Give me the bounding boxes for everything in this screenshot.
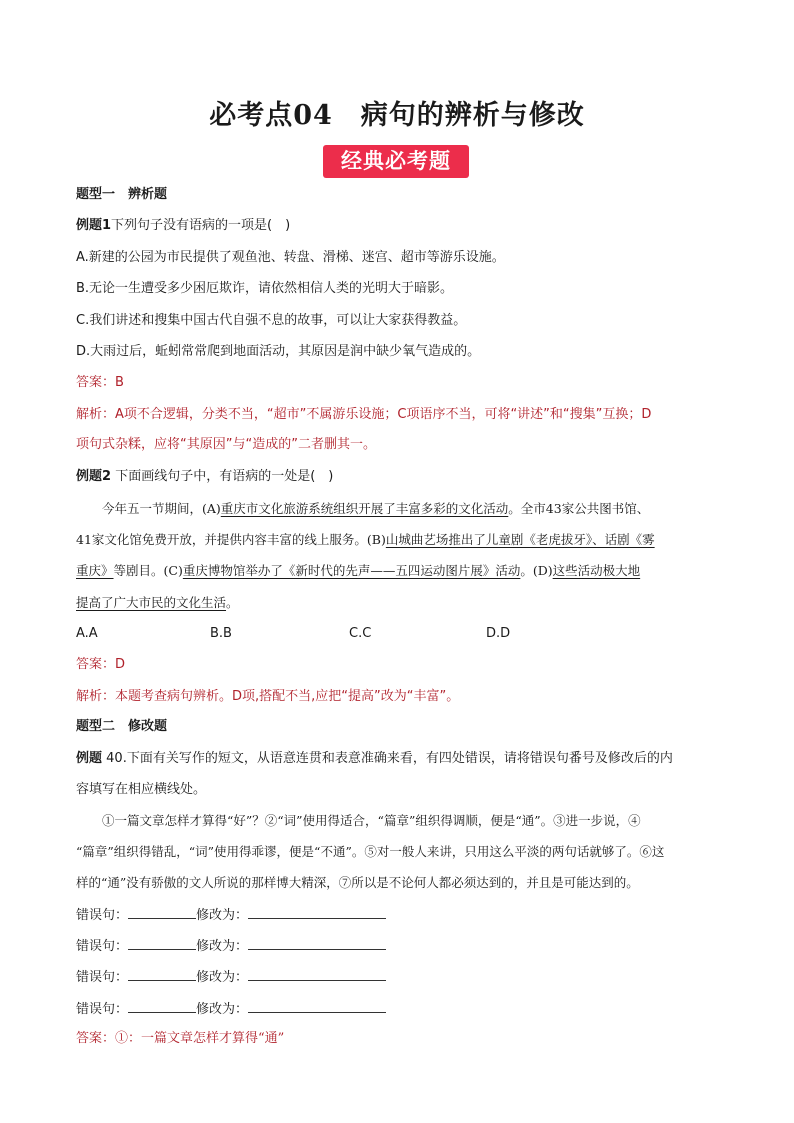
section2-heading: 题型二 修改题 [76, 719, 168, 734]
question2-answer: 答案：D [76, 657, 126, 672]
question1-analysis-line2: 项句式杂糅，应将“其原因”与“造成的”二者删其一。 [76, 437, 376, 452]
page-title: 必考点04 病句的辨析与修改 [209, 100, 585, 131]
question2-text: 下面画线句子中，有语病的一处是( ) [115, 469, 334, 484]
question2-option-b: B.B [210, 626, 232, 641]
passage-text: 。(D) [520, 563, 553, 578]
error-sentence-blank[interactable] [128, 967, 196, 981]
error-sentence-label: 错误句： [76, 970, 129, 985]
error-sentence-label: 错误句： [76, 908, 129, 923]
passage-text: 等剧目。(C) [113, 563, 183, 578]
question2-analysis: 解析：本题考查病句辨析。D项,搭配不当,应把“提高”改为“丰富”。 [76, 689, 460, 704]
question2-stem [76, 468, 333, 486]
answer-blank-row [76, 999, 386, 1019]
question1-analysis-line1: 解析：A项不合逻辑，分类不当，“超市”不属游乐设施；C项语序不当，可将“讲述”和“搜集”互换；D [76, 407, 652, 422]
section1-heading: 题型一 辨析题 [76, 187, 168, 202]
underlined-sentence-b-end: 重庆》 [76, 563, 114, 578]
question2-passage-line1 [102, 500, 649, 518]
fix-blank[interactable] [248, 999, 386, 1013]
error-sentence-label: 错误句： [76, 939, 129, 954]
question3-text: 40.下面有关写作的短文，从语意连贯和表意准确来看，有四处错误，请将错误句番号及修改后的内 [106, 751, 673, 766]
question1-text: 下列句子没有语病的一项是( ) [111, 218, 291, 233]
question2-option-d: D.D [486, 626, 511, 641]
fix-label: 修改为： [196, 908, 249, 923]
fix-label: 修改为： [196, 970, 249, 985]
question2-label: 例题2 [76, 469, 112, 484]
underlined-sentence-c: 重庆博物馆举办了《新时代的先声——五四运动图片展》活动 [182, 563, 521, 578]
passage-text: 41家文化馆免费开放，并提供内容丰富的线上服务。(B) [76, 532, 386, 547]
question2-option-a: A.A [76, 626, 98, 641]
passage-text: 今年五一节期间，(A) [102, 501, 221, 516]
question1-label: 例题1 [76, 218, 112, 233]
section-badge: 经典必考题 [323, 145, 469, 178]
question2-passage-line4 [76, 594, 239, 612]
underlined-sentence-d-end: 提高了广大市民的文化生活 [76, 595, 227, 610]
answer-blank-row [76, 905, 386, 925]
question2-passage-line2 [76, 531, 655, 549]
fix-blank[interactable] [248, 967, 386, 981]
fix-label: 修改为： [196, 1002, 249, 1017]
question1-option-d: D.大雨过后，蚯蚓常常爬到地面活动，其原因是润中缺少氧气造成的。 [76, 344, 481, 359]
error-sentence-label: 错误句： [76, 1002, 129, 1017]
question3-passage-line2: “篇章”组织得错乱，“词”使用得乖谬，便是“不通”。⑤对一般人来讲，只用这么平淡的两句话就够了。⑥这 [76, 844, 665, 859]
error-sentence-blank[interactable] [128, 999, 196, 1013]
passage-text: 。全市43家公共图书馆、 [508, 501, 650, 516]
fix-blank[interactable] [248, 905, 386, 919]
question2-passage-line3 [76, 562, 640, 580]
question1-option-a: A.新建的公园为市民提供了观鱼池、转盘、滑梯、迷宫、超市等游乐设施。 [76, 250, 505, 265]
answer-blank-row [76, 967, 386, 987]
question1-stem [76, 217, 290, 235]
question1-option-b: B.无论一生遭受多少困厄欺诈，请依然相信人类的光明大于暗影。 [76, 281, 454, 296]
question3-answer: 答案：①：一篇文章怎样才算得“通” [76, 1031, 285, 1046]
question2-option-c: C.C [349, 626, 372, 641]
question3-stem-line1 [76, 750, 673, 768]
question3-passage-line1: ①一篇文章怎样才算得“好”？②“词”使用得适合，“篇章”组织得调顺，便是“通”。③进一步说，④ [102, 813, 641, 828]
question3-label: 例题 [76, 751, 103, 766]
error-sentence-blank[interactable] [128, 905, 196, 919]
underlined-sentence-b: 山城曲艺场推出了儿童剧《老虎拔牙》、话剧《雾 [385, 532, 655, 547]
passage-period: 。 [226, 595, 239, 610]
fix-label: 修改为： [196, 939, 249, 954]
error-sentence-blank[interactable] [128, 936, 196, 950]
answer-blank-row [76, 936, 386, 956]
underlined-sentence-d: 这些活动极大地 [552, 563, 641, 578]
question1-option-c: C.我们讲述和搜集中国古代自强不息的故事，可以让大家获得教益。 [76, 313, 467, 328]
question1-answer: 答案：B [76, 375, 124, 390]
question3-passage-line3: 样的“通”没有骄傲的文人所说的那样博大精深，⑦所以是不论何人都必须达到的，并且是可能达到的。 [76, 875, 639, 890]
fix-blank[interactable] [248, 936, 386, 950]
question3-stem-line2: 容填写在相应横线处。 [76, 782, 207, 797]
underlined-sentence-a: 重庆市文化旅游系统组织开展了丰富多彩的文化活动 [220, 501, 509, 516]
